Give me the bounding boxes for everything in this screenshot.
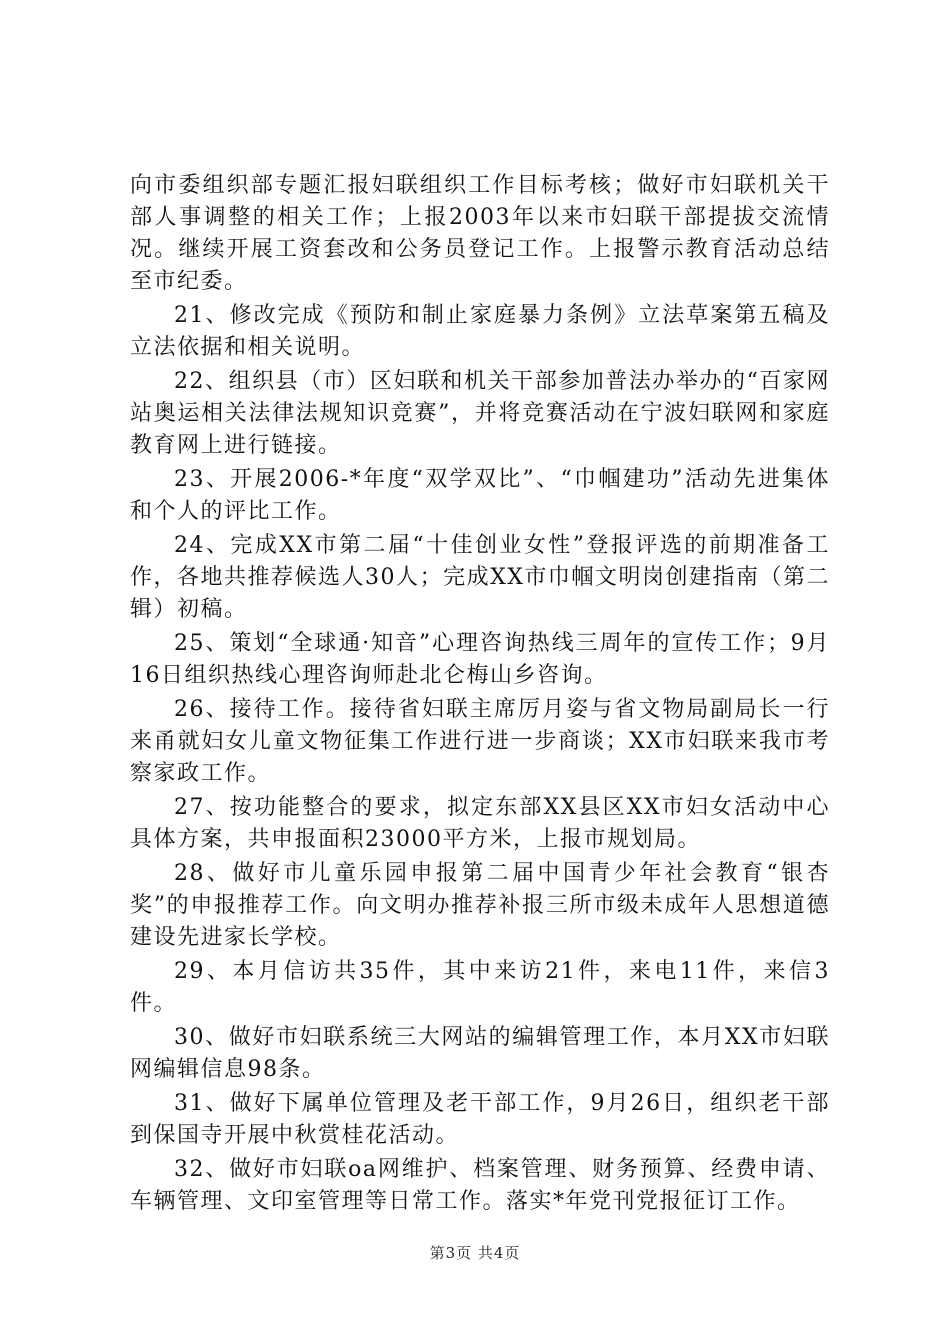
document-body [130,170,830,1220]
paragraph-26: 26、接待工作。接待省妇联主席厉月姿与省文物局副局长一行来甬就妇女儿童文物征集工作进行进一步商谈；XX市妇联来我市考察家政工作。 [130,697,830,786]
paragraph-24: 24、完成XX市第二届“十佳创业女性”登报评选的前期准备工作，各地共推荐候选人30人；完成XX市巾帼文明岗创建指南（第二辑）初稿。 [130,533,830,622]
paragraph-25: 25、策划“全球通·知音”心理咨询热线三周年的宣传工作；9月16日组织热线心理咨询师赴北仑梅山乡咨询。 [130,631,830,688]
paragraph-30: 30、做好市妇联系统三大网站的编辑管理工作，本月XX市妇联网编辑信息98条。 [130,1025,830,1082]
paragraph-23: 23、开展2006-*年度“双学双比”、“巾帼建功”活动先进集体和个人的评比工作。 [130,467,830,524]
paragraph-32: 32、做好市妇联oa网维护、档案管理、财务预算、经费申请、车辆管理、文印室管理等日常工作。落实*年党刊党报征订工作。 [130,1157,830,1214]
paragraph-21: 21、修改完成《预防和制止家庭暴力条例》立法草案第五稿及立法依据和相关说明。 [130,303,830,360]
paragraph-0: 向市委组织部专题汇报妇联组织工作目标考核；做好市妇联机关干部人事调整的相关工作；上报2003年以来市妇联干部提拔交流情况。继续开展工资套改和公务员登记工作。上报警示教育活动总结至市纪委。 [130,173,830,294]
paragraph-28: 28、做好市儿童乐园申报第二届中国青少年社会教育“银杏奖”的申报推荐工作。向文明办推荐补报三所市级未成年人思想道德建设先进家长学校。 [130,861,830,950]
page-footer: 第3页 共4页 [429,1244,521,1262]
paragraph-29: 29、本月信访共35件，其中来访21件，来电11件，来信3件。 [130,959,830,1016]
paragraph-27: 27、按功能整合的要求，拟定东部XX县区XX市妇女活动中心具体方案，共申报面积23000平方米，上报市规划局。 [130,795,830,852]
paragraph-31: 31、做好下属单位管理及老干部工作，9月26日，组织老干部到保国寺开展中秋赏桂花活动。 [130,1091,830,1148]
paragraph-22: 22、组织县（市）区妇联和机关干部参加普法办举办的“百家网站奥运相关法律法规知识竞赛”，并将竞赛活动在宁波妇联网和家庭教育网上进行链接。 [130,369,830,458]
